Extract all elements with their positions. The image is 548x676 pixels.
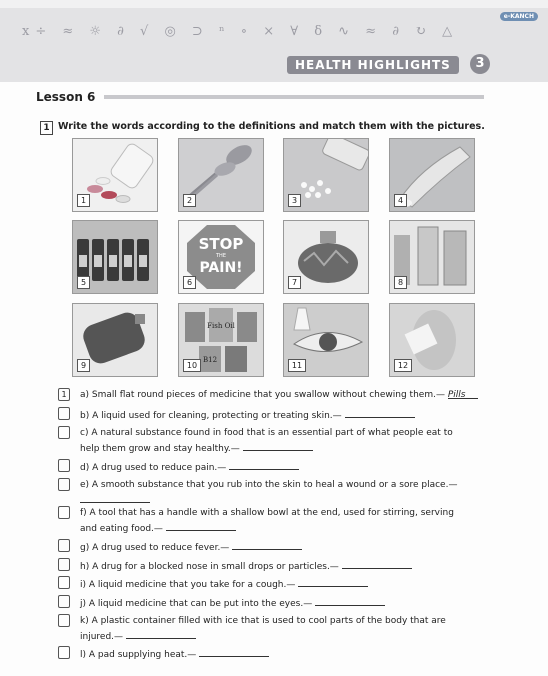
answer-blank[interactable] — [232, 539, 302, 550]
answer-blank[interactable] — [315, 595, 385, 606]
definition-text: i) A liquid medicine that you take for a cough.— — [80, 580, 296, 590]
exercise-instruction: Write the words according to the definitions and match them with the pictures. — [58, 121, 485, 132]
answer-box[interactable] — [58, 478, 70, 491]
answer-blank[interactable] — [199, 646, 269, 657]
picture-number: 1 — [77, 194, 90, 207]
b12-label: B12 — [202, 356, 218, 364]
answer-box[interactable] — [58, 407, 70, 420]
answer-box[interactable]: 1 — [58, 388, 70, 401]
picture-number: 12 — [394, 359, 412, 372]
definition-text: a) Small flat round pieces of medicine that you swallow without chewing them.— — [80, 390, 445, 400]
picture-number: 11 — [288, 359, 306, 372]
definition-text: e) A smooth substance that you rub into the skin to heal a wound or a sore place.— — [80, 480, 458, 490]
unit-number-badge: 3 — [470, 54, 490, 74]
answer-box[interactable] — [58, 614, 70, 627]
answer-box[interactable] — [58, 539, 70, 552]
definition-text-cont: injured.— — [80, 632, 124, 642]
picture-number: 6 — [183, 276, 196, 289]
picture-nose-spray — [389, 303, 475, 377]
pain-text: PAIN! — [199, 260, 243, 276]
picture-ice-bag — [283, 220, 369, 294]
answer-blank[interactable] — [243, 440, 313, 451]
picture-cough-syrup — [389, 220, 475, 294]
picture-number: 3 — [288, 194, 301, 207]
publisher-logo: e-KANCH — [500, 12, 538, 21]
picture-number: 8 — [394, 276, 407, 289]
definition-text: b) A liquid used for cleaning, protecting or treating skin.— — [80, 411, 342, 421]
picture-number: 2 — [183, 194, 196, 207]
picture-spoons — [178, 138, 264, 212]
answer-blank[interactable] — [298, 576, 368, 587]
picture-ointment — [389, 138, 475, 212]
answer-box[interactable] — [58, 595, 70, 608]
exercise-number: 1 — [40, 121, 53, 135]
header-banner — [0, 0, 548, 82]
picture-tablets — [283, 138, 369, 212]
definition-text: g) A drug used to reduce fever.— — [80, 543, 230, 553]
answer-blank[interactable] — [342, 558, 412, 569]
definition-text: f) A tool that has a handle with a shallow bowl at the end, used for stirring, serving — [80, 508, 454, 518]
picture-number: 5 — [77, 276, 90, 289]
lesson-divider — [104, 95, 484, 99]
answer-box[interactable] — [58, 576, 70, 589]
fish-oil-label: Fish Oil — [207, 322, 235, 330]
definition-text: l) A pad supplying heat.— — [80, 650, 197, 660]
picture-number: 7 — [288, 276, 301, 289]
picture-number: 9 — [77, 359, 90, 372]
definition-text: d) A drug used to reduce pain.— — [80, 463, 227, 473]
answer-box[interactable] — [58, 558, 70, 571]
picture-syrup-bottles — [72, 220, 158, 294]
picture-stop-sign — [178, 220, 264, 294]
picture-pills — [72, 138, 158, 212]
lesson-title: Lesson 6 — [36, 90, 96, 104]
math-doodles: x÷ ≈ ☼ ∂ √ ◎ ⊃ ⁿ ∘ × ∀ δ ∿ ≈ ∂ ↻ △ — [22, 24, 459, 39]
answer-blank[interactable] — [126, 628, 196, 639]
banner-top-strip — [0, 0, 548, 8]
definition-text: j) A liquid medicine that can be put into the eyes.— — [80, 599, 313, 609]
definition-text-cont: and eating food.— — [80, 524, 163, 534]
picture-number: 10 — [183, 359, 201, 372]
picture-number: 4 — [394, 194, 407, 207]
answer-box[interactable] — [58, 459, 70, 472]
definition-text: k) A plastic container filled with ice that is used to cool parts of the body that are — [80, 616, 446, 626]
answer-blank[interactable] — [345, 407, 415, 418]
picture-vitamins — [178, 303, 264, 377]
definition-text: h) A drug for a blocked nose in small drops or particles.— — [80, 562, 339, 572]
answer-blank[interactable] — [80, 492, 150, 503]
the-text: THE — [216, 253, 226, 259]
picture-eye-drops — [283, 303, 369, 377]
picture-hot-water-bottle — [72, 303, 158, 377]
definition-text-cont: help them grow and stay healthy.— — [80, 444, 240, 454]
stop-text: STOP — [198, 235, 244, 253]
answer-blank[interactable] — [166, 520, 236, 531]
unit-title: HEALTH HIGHLIGHTS — [287, 56, 459, 74]
answer-box[interactable] — [58, 646, 70, 659]
answer-box[interactable] — [58, 506, 70, 519]
answer-blank[interactable]: Pills — [448, 388, 478, 399]
answer-box[interactable] — [58, 426, 70, 439]
answer-blank[interactable] — [229, 459, 299, 470]
definition-text: c) A natural substance found in food that is an essential part of what people eat to — [80, 428, 453, 438]
